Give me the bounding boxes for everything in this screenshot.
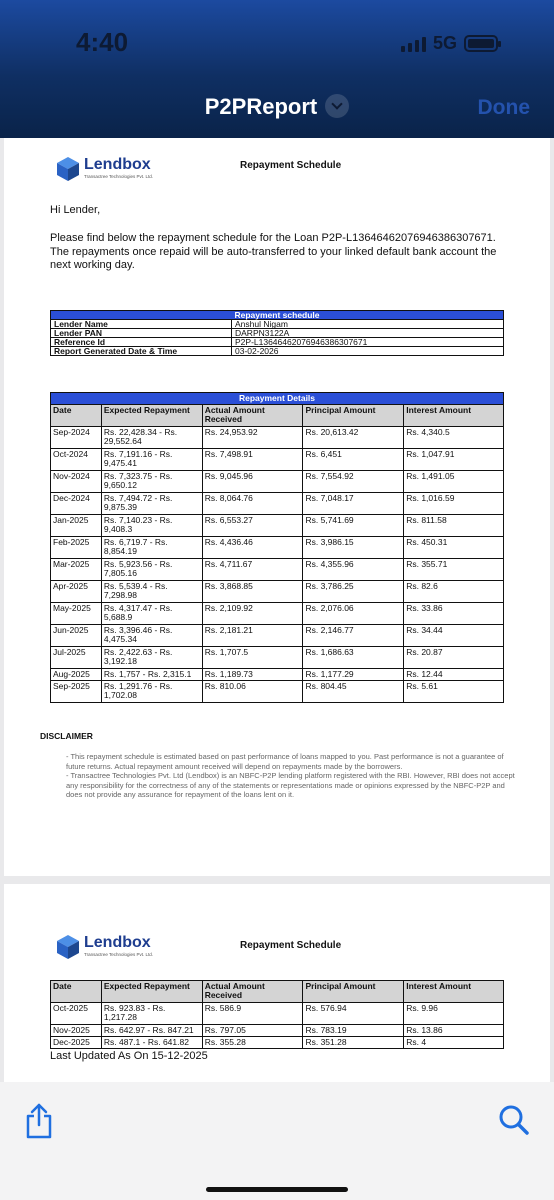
- table-cell: Rs. 5,741.69: [303, 515, 404, 537]
- table-cell: Rs. 4,340.5: [404, 427, 504, 449]
- table-cell: Rs. 7,494.72 - Rs. 9,875.39: [101, 493, 202, 515]
- cube-logo-icon: [56, 934, 80, 960]
- table-row: [51, 537, 504, 559]
- column-header: Actual Amount Received: [202, 405, 303, 427]
- table-row: [51, 625, 504, 647]
- table-cell: Rs. 1,177.29: [303, 669, 404, 681]
- table-cell: Rs. 642.97 - Rs. 847.21: [101, 1025, 202, 1037]
- done-button[interactable]: Done: [477, 96, 530, 119]
- table-cell: Rs. 22,428.34 - Rs. 29,552.64: [101, 427, 202, 449]
- pdf-page-1: [4, 138, 550, 876]
- table-cell: Sep-2024: [51, 427, 102, 449]
- top-bar: [0, 0, 554, 138]
- table-cell: Rs. 923.83 - Rs. 1,217.28: [101, 1003, 202, 1025]
- table-cell: Rs. 7,498.91: [202, 449, 303, 471]
- table-cell: May-2025: [51, 603, 102, 625]
- table-cell: Rs. 6,553.27: [202, 515, 303, 537]
- lendbox-logo: [56, 156, 153, 182]
- table-cell: Apr-2025: [51, 581, 102, 603]
- summary-label: Lender PAN: [51, 329, 232, 338]
- table-cell: Rs. 3,868.85: [202, 581, 303, 603]
- logo-tagline: Transactree Technologies Pvt. Ltd.: [84, 952, 154, 957]
- column-header: Interest Amount: [404, 405, 504, 427]
- logo-brand: Lendbox: [84, 156, 151, 173]
- table-cell: Rs. 5.61: [404, 681, 504, 703]
- lendbox-logo: [56, 934, 153, 960]
- column-header: Date: [51, 981, 102, 1003]
- table-row: [51, 647, 504, 669]
- table-cell: Feb-2025: [51, 537, 102, 559]
- column-header: Expected Repayment: [101, 981, 202, 1003]
- table-cell: Rs. 7,140.23 - Rs. 9,408.3: [101, 515, 202, 537]
- disclaimer-item: - This repayment schedule is estimated based on past performance of loans mapped to you. Past performance is not a guarantee of future returns. Actual repayment amount received will depend on repayments made by the borrowers.: [66, 752, 504, 771]
- chevron-down-icon[interactable]: [325, 94, 349, 118]
- table-row: [51, 427, 504, 449]
- table-cell: Rs. 355.71: [404, 559, 504, 581]
- table-cell: Rs. 3,786.25: [303, 581, 404, 603]
- intro-paragraph: Please find below the repayment schedule for the Loan P2P-L13646462076946386307671. The repayments once repaid will be auto-transferred to your linked default bank account the next working day.: [50, 232, 497, 271]
- table-cell: Rs. 487.1 - Rs. 641.82: [101, 1037, 202, 1049]
- table-cell: Rs. 4,355.96: [303, 559, 404, 581]
- disclaimer-text: [66, 752, 522, 800]
- table-cell: Oct-2024: [51, 449, 102, 471]
- status-indicators: [401, 33, 498, 54]
- table-cell: Rs. 82.6: [404, 581, 504, 603]
- greeting: Hi Lender,: [50, 204, 101, 216]
- summary-label: Lender Name: [51, 320, 232, 329]
- table-cell: Rs. 783.19: [303, 1025, 404, 1037]
- document-title: P2PReport: [204, 94, 318, 119]
- table-cell: Rs. 586.9: [202, 1003, 303, 1025]
- table-row: [51, 559, 504, 581]
- table-row: [51, 347, 504, 356]
- table-cell: Rs. 13.86: [404, 1025, 504, 1037]
- schedule-title: Repayment Schedule: [240, 940, 342, 951]
- table-cell: Rs. 797.05: [202, 1025, 303, 1037]
- table-cell: Rs. 1,047.91: [404, 449, 504, 471]
- repayment-details-table-continued: [50, 980, 504, 1049]
- table-cell: Rs. 6,451: [303, 449, 404, 471]
- table-cell: Rs. 20.87: [404, 647, 504, 669]
- pdf-page-2: [4, 884, 550, 1082]
- table-cell: Rs. 8,064.76: [202, 493, 303, 515]
- table-row: [51, 515, 504, 537]
- table-row: [51, 669, 504, 681]
- table-cell: Rs. 1,189.73: [202, 669, 303, 681]
- table-cell: Rs. 450.31: [404, 537, 504, 559]
- table-cell: Rs. 3,986.15: [303, 537, 404, 559]
- table-header-row: [51, 981, 504, 1003]
- cube-logo-icon: [56, 156, 80, 182]
- table-cell: Rs. 5,923.56 - Rs. 7,805.16: [101, 559, 202, 581]
- table-cell: Rs. 2,076.06: [303, 603, 404, 625]
- repayment-details-table: [50, 392, 504, 703]
- table-cell: Rs. 34.44: [404, 625, 504, 647]
- table-cell: Rs. 12.44: [404, 669, 504, 681]
- table-cell: Rs. 7,191.16 - Rs. 9,475.41: [101, 449, 202, 471]
- summary-value: DARPN3122A: [232, 329, 504, 338]
- table-cell: Rs. 7,323.75 - Rs. 9,650.12: [101, 471, 202, 493]
- table-cell: Rs. 4,436.46: [202, 537, 303, 559]
- table-cell: Rs. 810.06: [202, 681, 303, 703]
- table-cell: Rs. 4,711.67: [202, 559, 303, 581]
- column-header: Principal Amount: [303, 405, 404, 427]
- home-indicator: [206, 1187, 348, 1192]
- summary-label: Report Generated Date & Time: [51, 347, 232, 356]
- nav-title[interactable]: [0, 94, 554, 120]
- summary-value: P2P-L13646462076946386307671: [232, 338, 504, 347]
- table-row: [51, 681, 504, 703]
- table-cell: Rs. 6,719.7 - Rs. 8,854.19: [101, 537, 202, 559]
- table-row: [51, 471, 504, 493]
- summary-value: 03-02-2026: [232, 347, 504, 356]
- table-cell: Rs. 5,539.4 - Rs. 7,298.98: [101, 581, 202, 603]
- table-cell: Rs. 20,613.42: [303, 427, 404, 449]
- table-cell: Rs. 9,045.96: [202, 471, 303, 493]
- network-type: 5G: [432, 33, 457, 53]
- table-row: [51, 1003, 504, 1025]
- summary-table: [50, 310, 504, 356]
- table-cell: Nov-2025: [51, 1025, 102, 1037]
- summary-label: Reference Id: [51, 338, 232, 347]
- table-cell: Rs. 2,181.21: [202, 625, 303, 647]
- table-cell: Rs. 2,109.92: [202, 603, 303, 625]
- table-cell: Rs. 804.45: [303, 681, 404, 703]
- table-cell: Nov-2024: [51, 471, 102, 493]
- table-cell: Rs. 4: [404, 1037, 504, 1049]
- table-cell: Dec-2024: [51, 493, 102, 515]
- last-updated: Last Updated As On 15-12-2025: [50, 1050, 208, 1062]
- table-cell: Mar-2025: [51, 559, 102, 581]
- battery-icon: [464, 35, 498, 52]
- summary-value: Anshul Nigam: [232, 320, 504, 329]
- table-row: [51, 1037, 504, 1049]
- table-cell: Aug-2025: [51, 669, 102, 681]
- table-cell: Rs. 4,317.47 - Rs. 5,688.9: [101, 603, 202, 625]
- table-cell: Jun-2025: [51, 625, 102, 647]
- column-header: Date: [51, 405, 102, 427]
- table-row: [51, 449, 504, 471]
- cellular-signal-icon: [401, 36, 426, 52]
- share-icon[interactable]: [24, 1102, 54, 1140]
- logo-brand: Lendbox: [84, 934, 151, 951]
- column-header: Actual Amount Received: [202, 981, 303, 1003]
- logo-tagline: Transactree Technologies Pvt. Ltd.: [84, 174, 154, 179]
- table-cell: Rs. 1,016.59: [404, 493, 504, 515]
- table-cell: Rs. 24,953.92: [202, 427, 303, 449]
- table-cell: Rs. 1,707.5: [202, 647, 303, 669]
- table-cell: Rs. 576.94: [303, 1003, 404, 1025]
- schedule-title: Repayment Schedule: [240, 160, 342, 171]
- status-time: 4:40: [76, 27, 129, 57]
- table-cell: Rs. 2,146.77: [303, 625, 404, 647]
- table-cell: Rs. 811.58: [404, 515, 504, 537]
- table-header-row: [51, 405, 504, 427]
- summary-header: Repayment schedule: [51, 311, 504, 320]
- table-cell: Rs. 1,291.76 - Rs. 1,702.08: [101, 681, 202, 703]
- column-header: Principal Amount: [303, 981, 404, 1003]
- table-row: [51, 603, 504, 625]
- disclaimer-item: - Transactree Technologies Pvt. Ltd (Lendbox) is an NBFC-P2P lending platform registered with the RBI. However, RBI does not accept any responsibility for the correctness of any of the statements or representations made or opinions expressed by the NBFC-P2P and does not provide any assurance for repayment of the loans lent on it.: [66, 771, 515, 799]
- table-cell: Rs. 9.96: [404, 1003, 504, 1025]
- table-cell: Dec-2025: [51, 1037, 102, 1049]
- table-cell: Rs. 351.28: [303, 1037, 404, 1049]
- table-cell: Rs. 1,491.05: [404, 471, 504, 493]
- table-cell: Rs. 33.86: [404, 603, 504, 625]
- table-cell: Rs. 7,554.92: [303, 471, 404, 493]
- table-cell: Rs. 1,686.63: [303, 647, 404, 669]
- table-cell: Rs. 1,757 - Rs. 2,315.1: [101, 669, 202, 681]
- table-cell: Rs. 3,396.46 - Rs. 4,475.34: [101, 625, 202, 647]
- table-row: [51, 1025, 504, 1037]
- table-cell: Sep-2025: [51, 681, 102, 703]
- table-cell: Jan-2025: [51, 515, 102, 537]
- search-icon[interactable]: [498, 1104, 530, 1136]
- table-cell: Jul-2025: [51, 647, 102, 669]
- column-header: Interest Amount: [404, 981, 504, 1003]
- table-cell: Rs. 7,048.17: [303, 493, 404, 515]
- column-header: Expected Repayment: [101, 405, 202, 427]
- details-header: Repayment Details: [51, 393, 504, 405]
- table-row: [51, 493, 504, 515]
- table-row: [51, 581, 504, 603]
- table-cell: Rs. 355.28: [202, 1037, 303, 1049]
- bottom-toolbar: [0, 1082, 554, 1200]
- table-cell: Oct-2025: [51, 1003, 102, 1025]
- table-cell: Rs. 2,422.63 - Rs. 3,192.18: [101, 647, 202, 669]
- disclaimer-title: DISCLAIMER: [40, 731, 93, 741]
